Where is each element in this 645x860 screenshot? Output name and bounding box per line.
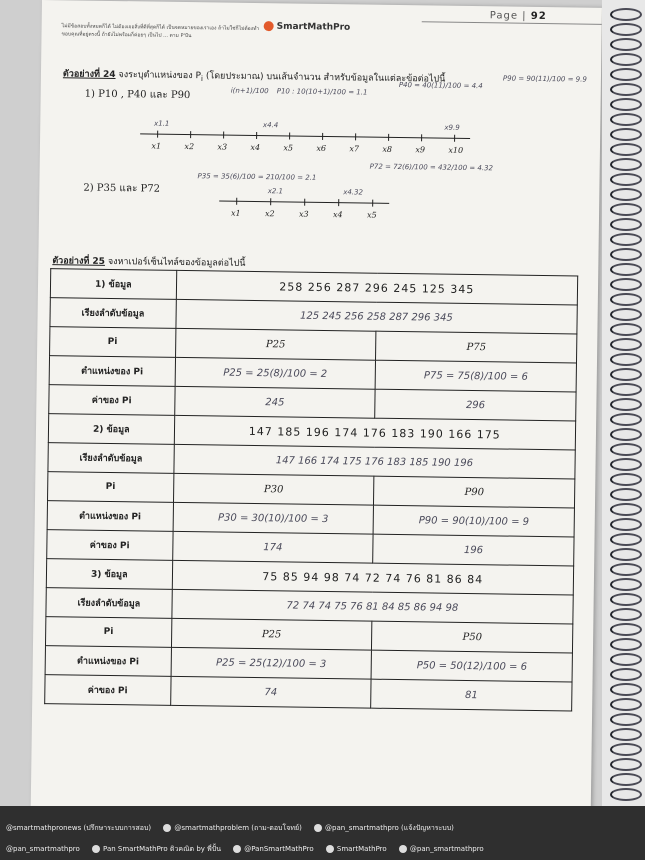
position-label: ตำแหน่งของ Pi (49, 356, 175, 387)
data-label: ข้อมูล (104, 569, 128, 581)
header-rule (422, 21, 602, 25)
example24-title: ตัวอย่างที่ 24 (62, 69, 116, 81)
position-left: P25 = 25(12)/100 = 3 (171, 647, 372, 679)
position-right: P90 = 90(10)/100 = 9 (373, 505, 574, 537)
spiral-ring (610, 608, 642, 621)
q1-label (85, 87, 191, 103)
header-note (61, 22, 271, 41)
spiral-ring (610, 38, 642, 51)
data-values: 147 185 196 174 176 183 190 166 175 (174, 415, 576, 450)
percentile-right: P75 (376, 331, 577, 363)
sorted-label: เรียงลำดับข้อมูล (48, 443, 174, 474)
spiral-ring (610, 758, 642, 771)
spiral-ring (610, 623, 642, 636)
page-number-value: 92 (530, 10, 547, 23)
value-label: ค่าของ Pi (49, 385, 175, 416)
spiral-ring (610, 593, 642, 606)
footer-row-2 (6, 844, 484, 855)
line-icon (314, 824, 322, 832)
percentile-right: P90 (374, 476, 575, 508)
spiral-ring (610, 413, 642, 426)
spiral-ring (610, 683, 642, 696)
x-icon (233, 845, 241, 853)
value-right: 196 (373, 534, 574, 566)
number-line-tick (157, 131, 158, 138)
number-line-label: x2 (184, 142, 195, 152)
q1-work-2: P10 : 10(10+1)/100 = 1.1 (276, 87, 368, 97)
position-right: P75 = 75(8)/100 = 6 (375, 360, 576, 392)
spiral-ring (610, 23, 642, 36)
example25-instruction: จงหาเปอร์เซ็นไทล์ของข้อมูลต่อไปนี้ (107, 256, 246, 269)
header-line-1: ไม่มีข้อสอบทั้งหมดก็ได้ ไม่ต้องเจอสิ่งที่ดีที่สุดก็ได้ เป็นจดหมายของเราเอง ถ้าไม่ใช่ก็ไม่ต้องทำ (61, 23, 260, 33)
spiral-ring (610, 503, 642, 516)
notebook-page (31, 0, 602, 814)
number-line-label: x10 (448, 145, 464, 155)
header-line-2: ขอบคุณที่อยู่ตรงนี้ ถ้ายังไม่พร้อมก็ค่อยๆ เป็นไป ... ตาม P'ปัน (61, 31, 192, 40)
number-line-label: x4 (250, 142, 261, 153)
value-right: 296 (375, 389, 576, 421)
spiral-ring (610, 698, 642, 711)
spiral-ring (610, 218, 642, 231)
data-label: ข้อมูล (106, 424, 130, 436)
footer-news-link[interactable]: @smartmathpronews (ปรึกษาระบบการสอบ) (6, 824, 152, 832)
spiral-ring (610, 458, 642, 471)
number-line-label: x5 (366, 210, 377, 220)
q2-label (83, 181, 160, 197)
percentile-left: P25 (171, 618, 372, 650)
number-line-label: x3 (217, 142, 228, 152)
sorted-values: 72 74 74 75 76 81 84 85 86 94 98 (171, 589, 573, 624)
spiral-ring (610, 743, 642, 756)
sorted-label: เรียงลำดับข้อมูล (50, 298, 176, 329)
number-line-tick (388, 134, 389, 141)
position-label: ตำแหน่งของ Pi (47, 501, 173, 532)
spiral-ring (610, 233, 642, 246)
q2-work-1: P35 = 35(6)/100 = 210/100 = 2.1 (197, 172, 317, 182)
spiral-ring (610, 53, 642, 66)
page-label: Page | (489, 10, 527, 22)
value-left: 245 (174, 386, 375, 418)
spiral-ring (610, 653, 642, 666)
spiral-ring (610, 488, 642, 501)
footer-tiktok-link[interactable]: @pan_smartmathpro (409, 845, 484, 853)
q2-work-2: P72 = 72(6)/100 = 432/100 = 4.32 (369, 162, 494, 173)
spiral-ring (610, 518, 642, 531)
instagram-icon (163, 824, 171, 832)
percentile-left: P30 (173, 473, 374, 505)
spiral-ring (610, 428, 642, 441)
spiral-ring (610, 473, 642, 486)
example25-title: ตัวอย่างที่ 25 (52, 256, 106, 267)
footer-row-1 (6, 823, 454, 834)
q2-text: P35 และ P72 (96, 182, 161, 195)
set-number: 2) (92, 424, 104, 435)
logo-icon (264, 21, 274, 31)
pi-label: Pi (48, 472, 174, 503)
spiral-ring (610, 188, 642, 201)
q1-work-1: i(n+1)/100 (230, 86, 269, 96)
spiral-ring (610, 308, 642, 321)
number-line-tick (304, 199, 305, 206)
spiral-ring (610, 248, 642, 261)
percentile-table (44, 268, 578, 711)
spiral-ring (610, 173, 642, 186)
number-line-tick (355, 133, 356, 140)
number-line-tick (322, 133, 323, 140)
footer-bar (0, 806, 645, 860)
spiral-ring (610, 353, 642, 366)
q1-text: P10 , P40 และ P90 (98, 88, 191, 102)
sorted-label: เรียงลำดับข้อมูล (46, 588, 172, 619)
position-left: P25 = 25(8)/100 = 2 (175, 357, 376, 389)
spiral-ring (610, 68, 642, 81)
logo-text: SmartMathPro (276, 21, 351, 33)
data-values: 75 85 94 98 74 72 74 76 81 86 84 (172, 560, 574, 595)
footer-youtube-link[interactable]: SmartMathPro (336, 845, 387, 853)
table-row (45, 675, 572, 711)
number-line-label: x2 (264, 209, 275, 219)
spiral-ring (610, 98, 642, 111)
spiral-ring (610, 338, 642, 351)
example24-instruction: จงระบุตำแหน่งของ P (118, 70, 201, 82)
number-line-tick (190, 131, 191, 138)
example24-instruction-sub: i (200, 74, 204, 84)
number-line-label: x9 (415, 145, 426, 155)
spiral-ring (610, 143, 642, 156)
footer-x-link[interactable]: @PanSmartMathPro (244, 845, 314, 853)
value-left: 74 (170, 676, 371, 708)
spiral-ring (610, 443, 642, 456)
spiral-ring (610, 203, 642, 216)
sorted-values: 125 245 256 258 287 296 345 (176, 299, 578, 334)
number-line-tick (289, 132, 290, 139)
number-line-tick (223, 132, 224, 139)
number-line-tick (421, 134, 422, 141)
spiral-ring (610, 293, 642, 306)
position-label: ตำแหน่งของ Pi (45, 646, 171, 677)
footer-facebook-link[interactable]: Pan SmartMathPro ติวคณิต by พี่ปั้น (103, 845, 221, 853)
q1-num: 1) (84, 88, 96, 100)
pi-label: Pi (45, 617, 171, 648)
number-line-mark: x1.1 (154, 119, 170, 128)
example24-heading (63, 66, 446, 86)
number-line-label: x6 (316, 143, 327, 153)
value-label: ค่าของ Pi (45, 675, 171, 706)
spiral-ring (610, 8, 642, 21)
brand-logo (264, 21, 351, 33)
q2-num: 2) (83, 182, 94, 194)
number-line-label: x1 (151, 141, 162, 151)
footer-problem-link[interactable]: @smartmathproblem (ถาม-ตอบโจทย์) (174, 824, 302, 832)
set-label (48, 414, 174, 445)
number-line-label: x4 (332, 210, 343, 220)
sorted-values: 147 166 174 175 176 183 185 190 196 (173, 444, 575, 479)
position-right: P50 = 50(12)/100 = 6 (371, 650, 572, 682)
spiral-ring (610, 728, 642, 741)
spiral-ring (610, 383, 642, 396)
spiral-binding (602, 0, 645, 806)
number-line-mark: x4.32 (343, 188, 364, 197)
value-label: ค่าของ Pi (47, 530, 173, 561)
youtube-icon (326, 845, 334, 853)
value-left: 174 (172, 531, 373, 563)
q1-work-4: P90 = 90(11)/100 = 9.9 (502, 74, 587, 84)
footer-line-id[interactable]: @pan_smartmathpro (6, 845, 80, 853)
spiral-ring (610, 128, 642, 141)
spiral-ring (610, 668, 642, 681)
spiral-ring (610, 533, 642, 546)
number-line-mark: x2.1 (267, 187, 284, 196)
spiral-ring (610, 113, 642, 126)
number-line-tick (338, 199, 339, 206)
tiktok-icon (399, 845, 407, 853)
spiral-ring (610, 638, 642, 651)
data-label: ข้อมูล (108, 279, 132, 291)
set-label (46, 559, 172, 590)
spiral-ring (610, 158, 642, 171)
percentile-left: P25 (175, 328, 376, 360)
spiral-ring (610, 368, 642, 381)
value-right: 81 (371, 679, 572, 711)
position-left: P30 = 30(10)/100 = 3 (173, 502, 374, 534)
spiral-ring (610, 713, 642, 726)
spiral-ring (610, 788, 642, 801)
number-line-mark: x4.4 (262, 121, 279, 130)
page-number (490, 10, 547, 22)
set-number: 3) (90, 569, 102, 580)
set-label (50, 269, 176, 300)
number-line-label: x8 (382, 144, 393, 154)
example24-instruction-rest: (โดยประมาณ) บนเส้นจำนวน สำหรับข้อมูลในแต่ละข้อต่อไปนี้ (205, 71, 446, 85)
spiral-ring (610, 398, 642, 411)
spiral-ring (610, 263, 642, 276)
number-line-label: x3 (298, 209, 309, 219)
number-line-label: x7 (349, 144, 360, 154)
spiral-ring (610, 278, 642, 291)
number-line-tick (236, 198, 237, 205)
spiral-ring (610, 773, 642, 786)
spiral-ring (610, 548, 642, 561)
set-number: 1) (94, 279, 106, 290)
q1-work-3: P40 = 40(11)/100 = 4.4 (398, 80, 483, 91)
number-line-mark: x9.9 (444, 123, 460, 132)
spiral-ring (610, 83, 642, 96)
number-line-tick (256, 132, 257, 139)
percentile-right: P50 (372, 621, 573, 653)
number-line-tick (454, 135, 455, 142)
number-line-tick (372, 200, 373, 207)
pi-label: Pi (50, 327, 176, 358)
spiral-ring (610, 563, 642, 576)
spiral-ring (610, 323, 642, 336)
footer-report-link[interactable]: @pan_smartmathpro (แจ้งปัญหาระบบ) (325, 824, 454, 832)
number-line-tick (270, 198, 271, 205)
data-values: 258 256 287 296 245 125 345 (176, 270, 578, 305)
number-line-label: x1 (230, 208, 241, 218)
spiral-ring (610, 578, 642, 591)
example25-heading (52, 253, 245, 270)
number-line-label: x5 (283, 143, 294, 153)
facebook-icon (92, 845, 100, 853)
